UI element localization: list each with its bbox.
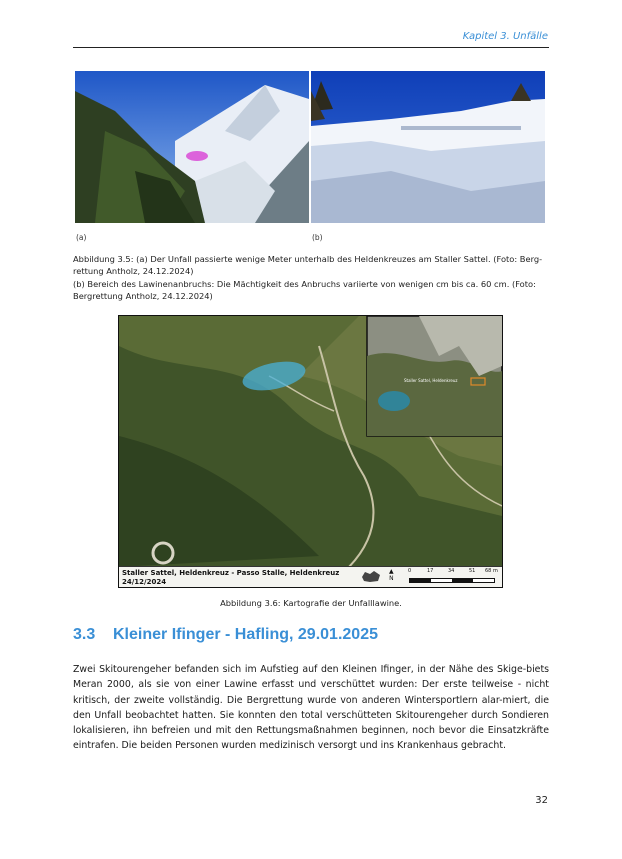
avalanche-map	[118, 315, 503, 588]
map-scale-bar	[407, 568, 499, 586]
map-info-bar	[119, 566, 502, 587]
figure-3-5-caption-line-b: (b) Bereich des Lawinenanbruchs: Die Mächtigkeit des Anbruchs variierte von wenigen cm bis ca. 60 cm. (Foto: Bergrettung Antholz, 24.12.2024)	[73, 278, 536, 302]
scale-label: 68 m	[485, 568, 498, 574]
photo-a-accident-site	[75, 71, 309, 223]
north-label: N	[389, 575, 394, 582]
chapter-header: Kapitel 3. Unfälle	[462, 31, 548, 42]
section-number: 3.3	[73, 626, 96, 643]
north-arrow-icon: ▲ N	[389, 568, 394, 582]
inset-location-label: Staller Sattel, Heldenkreuz	[404, 378, 458, 383]
section-body-text: Zwei Skitourengeher befanden sich im Aufstieg auf den Kleinen Ifinger, in der Nähe des Skige-biets Meran 2000, als sie von einer Lawine erfasst und verschüttet wurden: Der erste teilweise - nicht kritisch, der zweite vollständig. Die Bergrettung wurde von anderen Wintersportlern alar-miert, die den Unfall beobachtet hatten. Sie konnten den total verschütteten Skitourengeher durch Sondieren lokalisieren, ihn befreien und mit den Rettungsmaßnahmen beginnen, noch bevor die Einsatzkräfte eintrafen. Die beiden Personen wurden medizinisch versorgt und ins Krankenhaus gebracht.	[73, 664, 549, 752]
section-title: Kleiner Ifinger - Hafling, 29.01.2025	[113, 626, 378, 643]
figure-3-5-caption-line-a: Abbildung 3.5: (a) Der Unfall passierte wenige Meter unterhalb des Heldenkreuzes am Staller Sattel. (Foto: Berg-rettung Antholz, 24.12.2024)	[73, 254, 543, 277]
region-logo	[360, 569, 382, 584]
scale-label: 0	[408, 568, 412, 574]
figure-3-5-caption	[73, 253, 549, 303]
figure-3-6-caption: Abbildung 3.6: Kartografie der Unfalllawine.	[220, 598, 402, 608]
section-heading	[73, 626, 378, 644]
photo-b-avalanche-release	[311, 71, 545, 223]
header-rule	[73, 47, 549, 48]
page-number: 32	[535, 795, 548, 806]
scale-label: 51	[469, 568, 476, 574]
map-date: 24/12/2024	[122, 578, 167, 586]
map-title: Staller Sattel, Heldenkreuz - Passo Stalle, Heldenkreuz	[122, 569, 340, 577]
figure-3-5-label-a: (a)	[76, 233, 87, 242]
scale-bar-graphic	[409, 578, 495, 583]
figure-3-5-label-b: (b)	[312, 233, 323, 242]
scale-label: 17	[427, 568, 434, 574]
scale-label: 34	[448, 568, 455, 574]
